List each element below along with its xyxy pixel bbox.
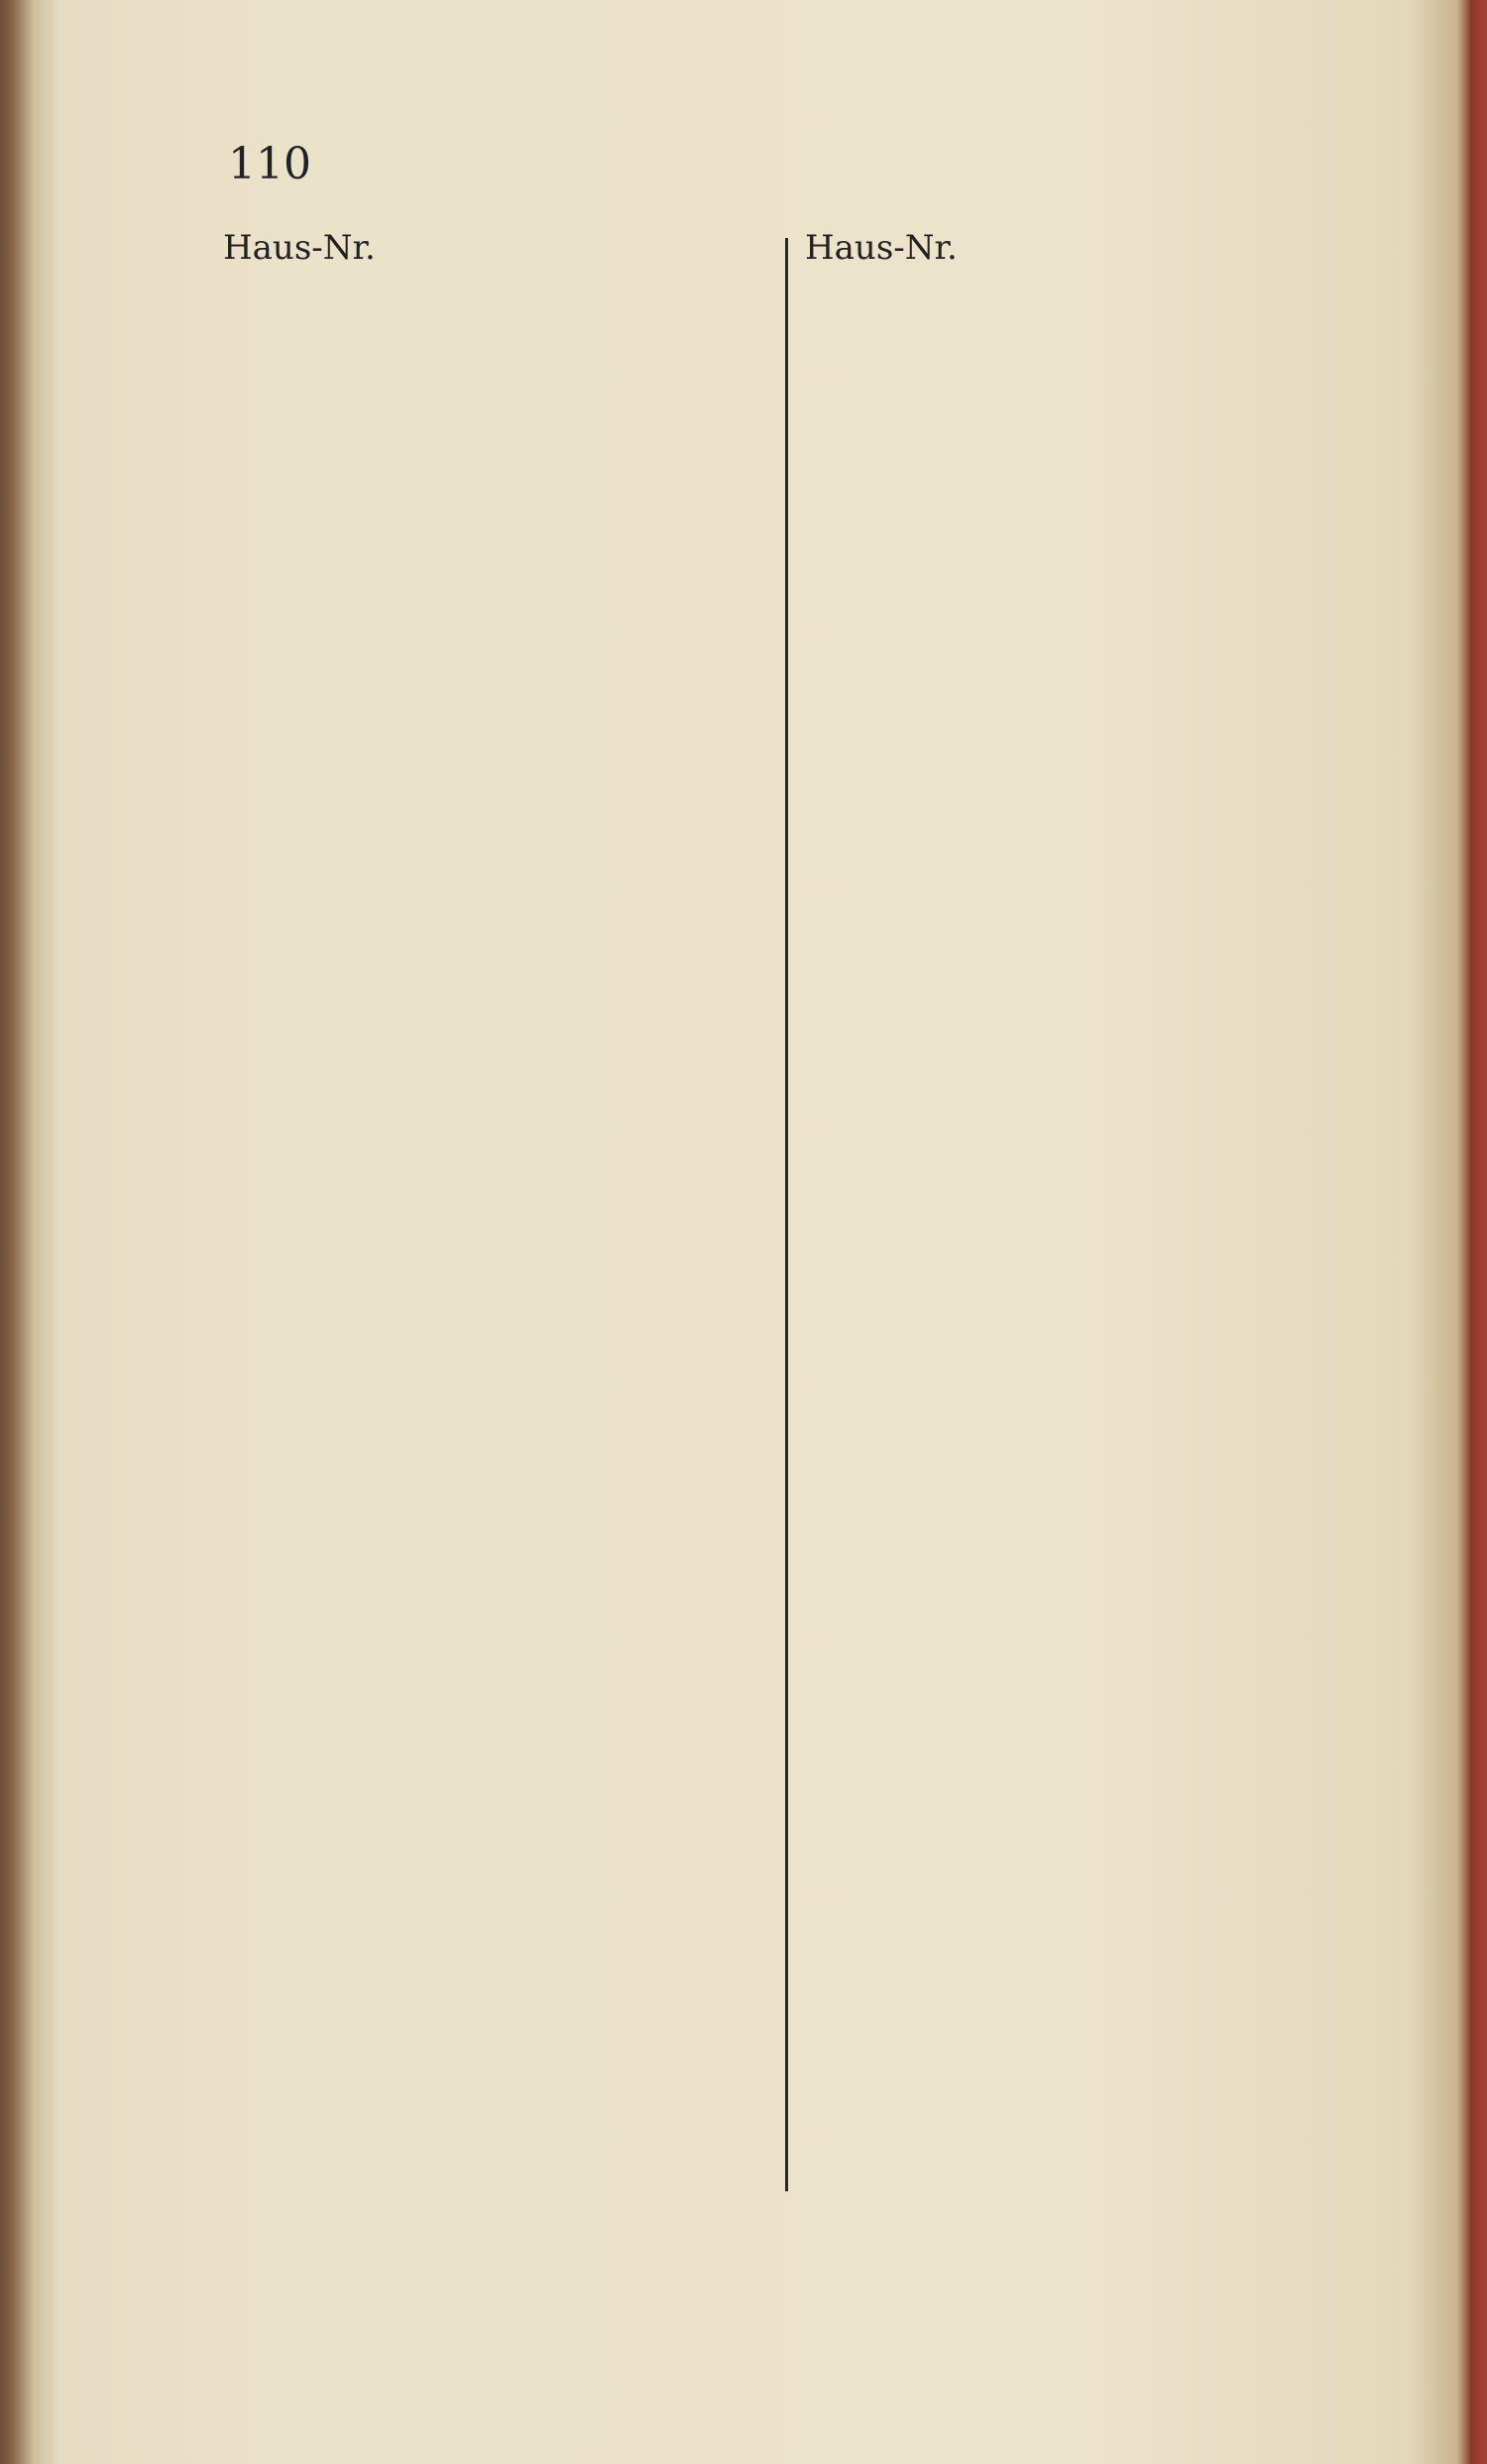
page-number: 110 [228, 139, 311, 189]
left-column-header: Haus-Nr. [223, 228, 376, 268]
column-divider [785, 238, 788, 2191]
right-column-header: Haus-Nr. [805, 228, 958, 268]
